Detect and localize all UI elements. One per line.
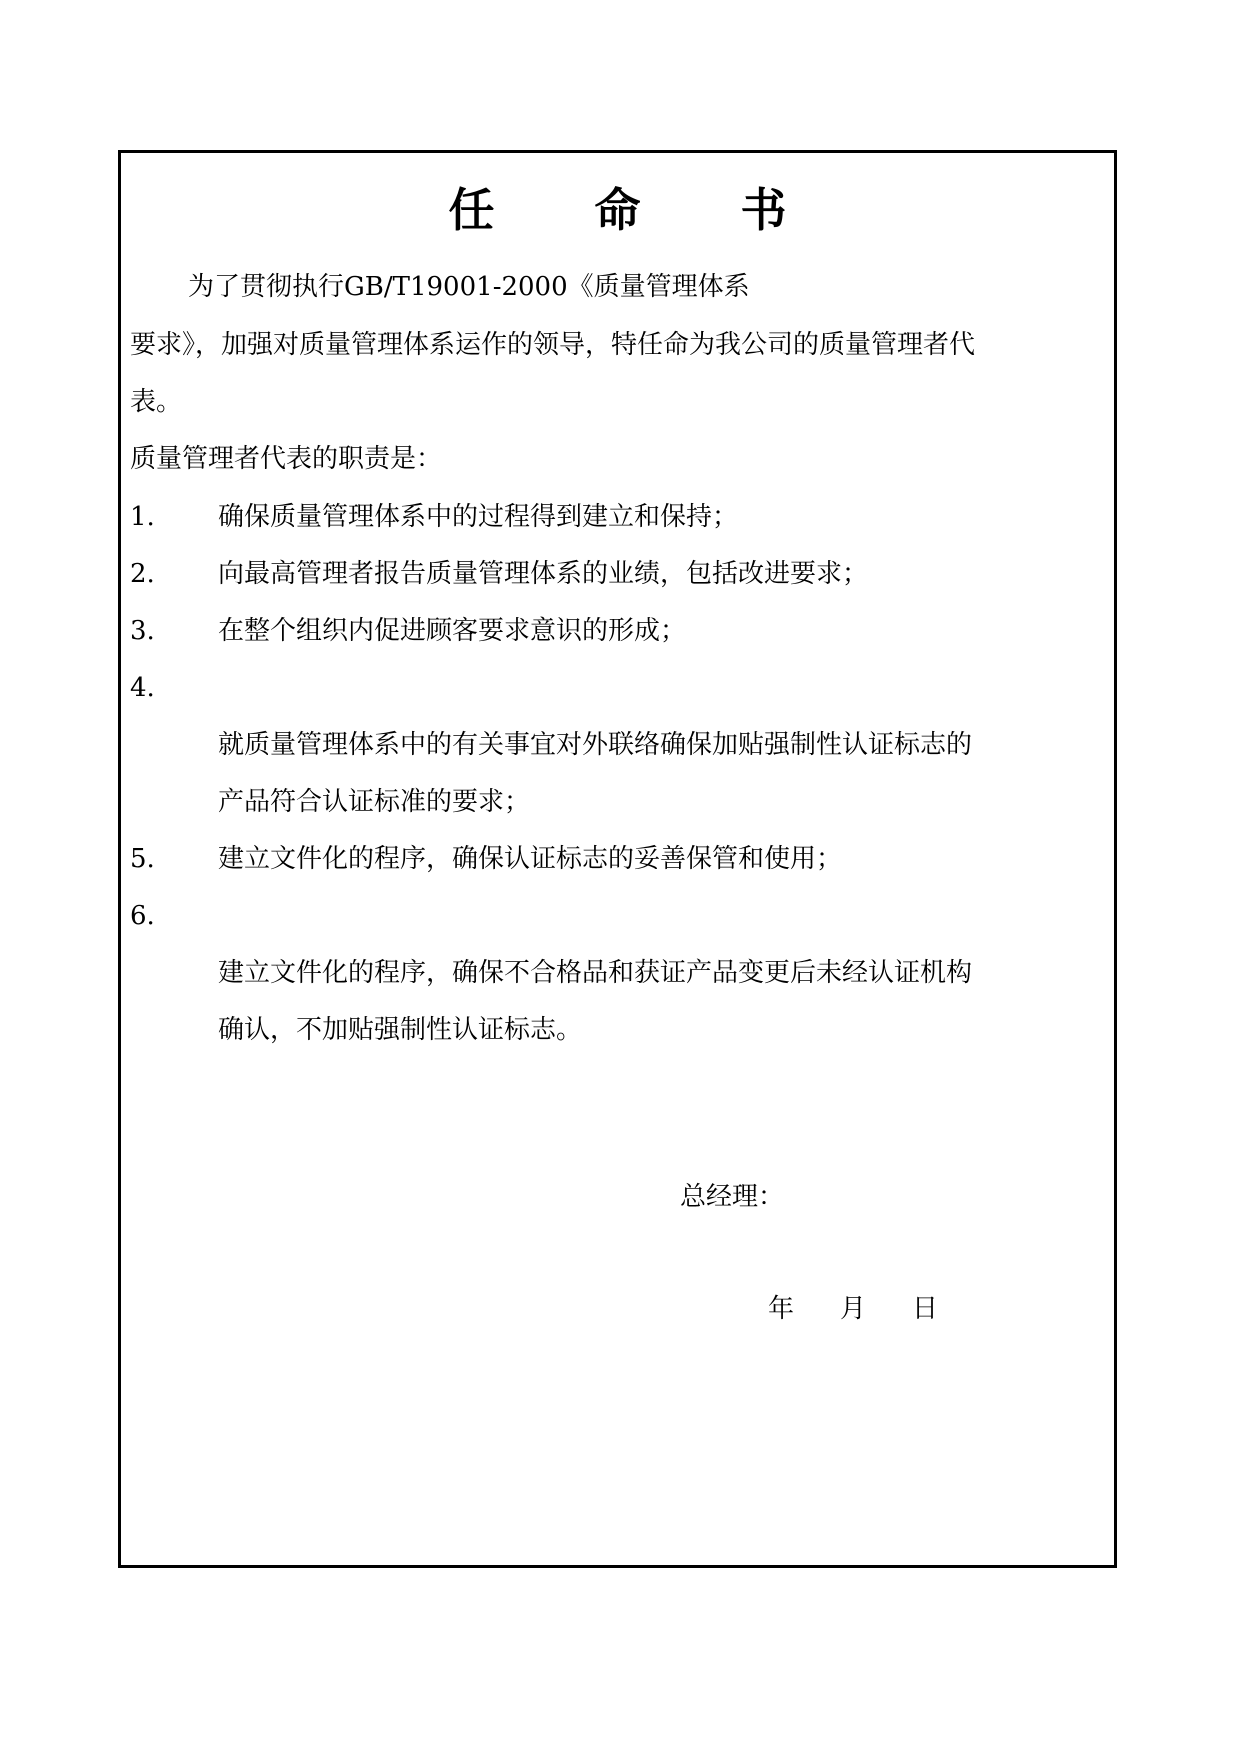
document-title: 任 命 书 bbox=[448, 183, 829, 237]
date-year-label: 年 bbox=[768, 1294, 795, 1324]
item-number: 5. bbox=[130, 844, 155, 874]
item-text: 向最高管理者报告质量管理体系的业绩，包括改进要求； bbox=[218, 559, 869, 589]
item-text: 确保质量管理体系中的过程得到建立和保持； bbox=[218, 502, 739, 532]
item-text-continued: 产品符合认证标准的要求； bbox=[218, 787, 531, 817]
intro-line-3: 表。 bbox=[130, 387, 183, 417]
signature-label: 总经理： bbox=[680, 1182, 785, 1212]
item-number: 6. bbox=[130, 901, 155, 931]
date-month-label: 月 bbox=[840, 1294, 867, 1324]
intro-line-1: 为了贯彻执行GB/T19001-2000《质量管理体系 bbox=[188, 272, 750, 302]
item-text: 建立文件化的程序，确保认证标志的妥善保管和使用； bbox=[218, 844, 843, 874]
intro-line-2: 要求》，加强对质量管理体系运作的领导，特任命为我公司的质量管理者代 bbox=[130, 330, 976, 360]
item-number: 3. bbox=[130, 616, 155, 646]
duties-heading: 质量管理者代表的职责是： bbox=[130, 444, 443, 474]
item-number: 1. bbox=[130, 502, 155, 532]
date-day-label: 日 bbox=[912, 1294, 939, 1324]
item-number: 4. bbox=[130, 673, 155, 703]
item-text: 就质量管理体系中的有关事宜对外联络确保加贴强制性认证标志的 bbox=[218, 730, 973, 760]
item-text: 在整个组织内促进顾客要求意识的形成； bbox=[218, 616, 687, 646]
item-text-continued: 确认，不加贴强制性认证标志。 bbox=[218, 1015, 583, 1045]
item-number: 2. bbox=[130, 559, 155, 589]
item-text: 建立文件化的程序，确保不合格品和获证产品变更后未经认证机构 bbox=[218, 958, 973, 988]
